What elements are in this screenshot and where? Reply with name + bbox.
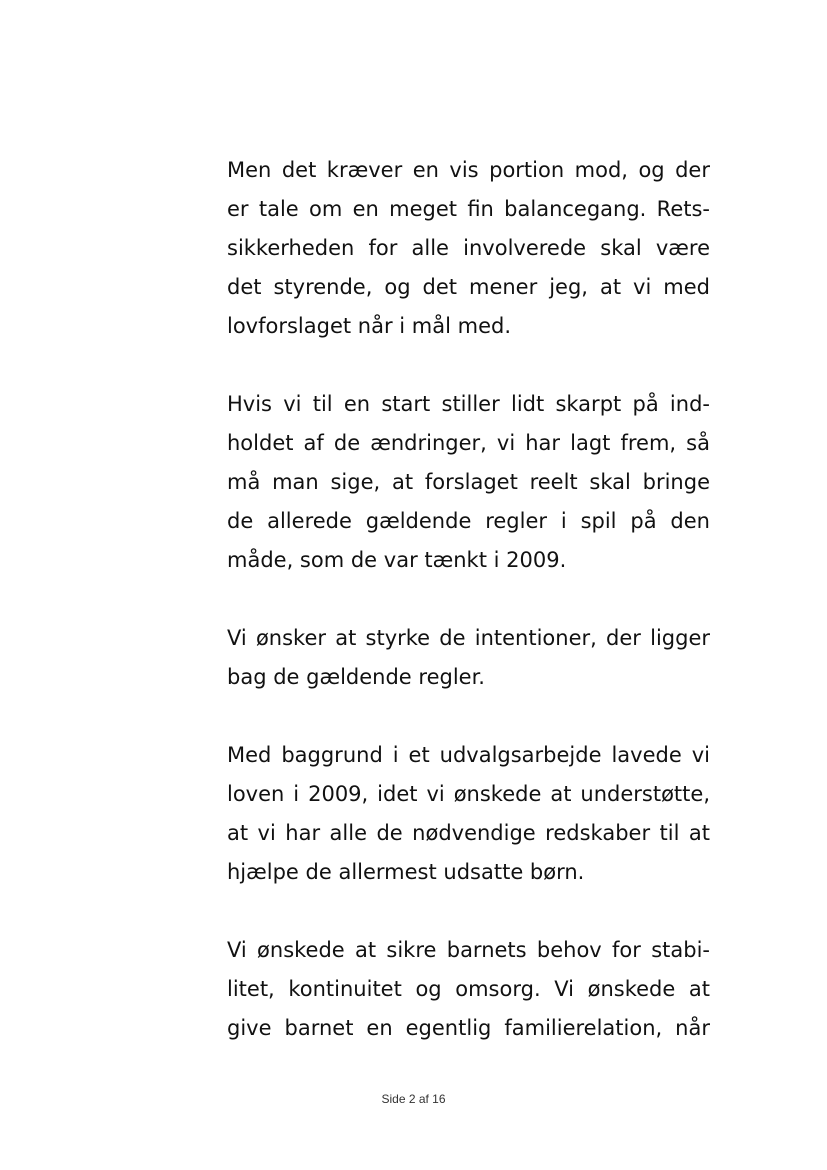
text-line: må man sige, at forslaget reelt skal bringe xyxy=(227,470,710,494)
text-line: måde, som de var tænkt i 2009. xyxy=(227,548,567,572)
text-line: Men det kræver en vis portion mod, og der xyxy=(227,158,710,182)
text-line: de allerede gældende regler i spil på den xyxy=(227,509,710,533)
paragraph-2 xyxy=(227,385,710,580)
body-text xyxy=(227,151,710,1087)
text-line: loven i 2009, idet vi ønskede at understøtte, xyxy=(227,782,710,806)
paragraph-1 xyxy=(227,151,710,346)
text-line: lovforslaget når i mål med. xyxy=(227,314,512,338)
text-line: er tale om en meget fin balancegang. Rets- xyxy=(227,197,710,221)
text-line: Vi ønsker at styrke de intentioner, der ligger xyxy=(227,626,710,650)
text-line: bag de gældende regler. xyxy=(227,665,485,689)
text-line: Vi ønskede at sikre barnets behov for stabi- xyxy=(227,938,710,962)
text-line: holdet af de ændringer, vi har lagt frem, så xyxy=(227,431,710,455)
text-line: litet, kontinuitet og omsorg. Vi ønskede at xyxy=(227,977,710,1001)
paragraph-5 xyxy=(227,931,710,1048)
text-line: Hvis vi til en start stiller lidt skarpt på ind- xyxy=(227,392,710,416)
text-line: sikkerheden for alle involverede skal være xyxy=(227,236,710,260)
text-line: Med baggrund i et udvalgsarbejde lavede vi xyxy=(227,743,710,767)
text-line: hjælpe de allermest udsatte børn. xyxy=(227,860,585,884)
text-line: at vi har alle de nødvendige redskaber til at xyxy=(227,821,710,845)
text-line: det styrende, og det mener jeg, at vi med xyxy=(227,275,710,299)
paragraph-3 xyxy=(227,619,710,697)
page-number-footer: Side 2 af 16 xyxy=(381,1092,446,1106)
text-line: give barnet en egentlig familierelation, når xyxy=(227,1016,710,1040)
paragraph-4 xyxy=(227,736,710,892)
